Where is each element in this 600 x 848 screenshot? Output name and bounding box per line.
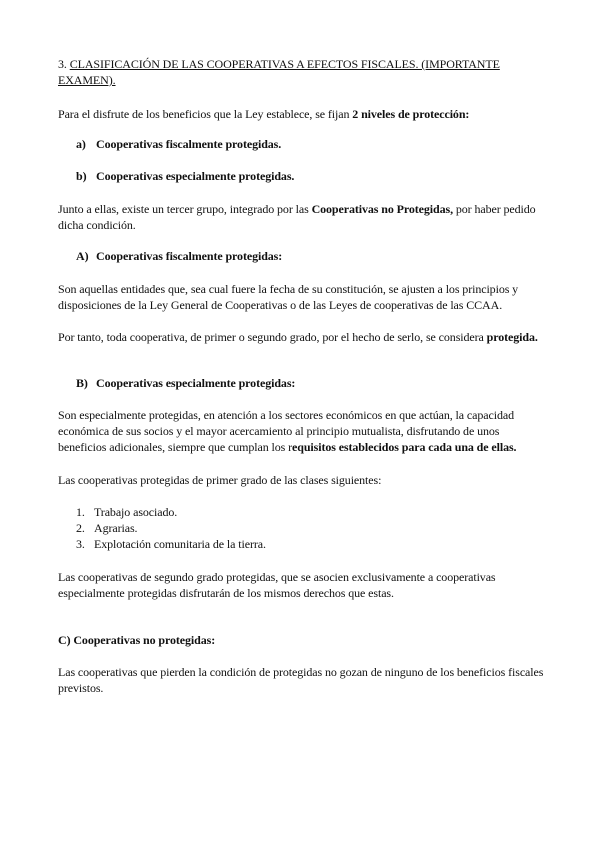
- third-group-paragraph: [58, 201, 550, 233]
- level-item-b: [76, 168, 546, 184]
- section-c-heading: [58, 632, 550, 648]
- list-item-text: Agrarias.: [94, 521, 138, 535]
- section-b-list-intro: Las cooperativas protegidas de primer grado de las clases siguientes:: [58, 473, 382, 487]
- section-c-paragraph: Las cooperativas que pierden la condición de protegidas no gozan de ninguno de los beneficios fiscales previstos.: [58, 665, 544, 695]
- section-a-conclusion-bold: protegida.: [486, 330, 538, 344]
- cooperative-class-list: [76, 504, 546, 552]
- section-a-conclusion-text: Por tanto, toda cooperativa, de primer o segundo grado, por el hecho de serlo, se considera: [58, 330, 487, 344]
- third-group-bold: Cooperativas no Protegidas,: [311, 202, 453, 216]
- section-b-marker: B): [76, 376, 88, 390]
- section-a-title: Cooperativas fiscalmente protegidas:: [96, 249, 283, 263]
- level-marker: b): [76, 169, 87, 183]
- intro-paragraph: [58, 106, 550, 122]
- level-label: Cooperativas especialmente protegidas.: [96, 169, 295, 183]
- list-item: [76, 520, 546, 536]
- level-item-a: [76, 136, 546, 152]
- section-b-paragraph-bold: equisitos establecidos para cada una de ellas.: [292, 440, 517, 454]
- intro-text: Para el disfrute de los beneficios que la Ley establece, se fijan: [58, 107, 353, 121]
- list-item-number: 3.: [76, 537, 85, 551]
- list-item: [76, 536, 546, 552]
- heading-number: 3.: [58, 57, 67, 71]
- section-a-paragraph: Son aquellas entidades que, sea cual fuere la fecha de su constitución, se ajusten a los principios y disposiciones de la Ley General de Cooperativas o de las Leyes de cooperativas de las CCAA.: [58, 282, 519, 312]
- list-item-number: 1.: [76, 505, 85, 519]
- intro-bold: 2 niveles de protección:: [352, 107, 470, 121]
- section-a-marker: A): [76, 249, 89, 263]
- heading-title: CLASIFICACIÓN DE LAS COOPERATIVAS A EFECTOS FISCALES. (IMPORTANTE EXAMEN).: [58, 57, 500, 87]
- second-degree-paragraph: Las cooperativas de segundo grado protegidas, que se asocien exclusivamente a cooperativas especialmente protegidas disfrutarán de los mismos derechos que estas.: [58, 570, 496, 600]
- section-a-conclusion: [58, 329, 550, 345]
- list-item-text: Explotación comunitaria de la tierra.: [94, 537, 266, 551]
- section-b-paragraph-text: Son especialmente protegidas, en atención a los sectores económicos en que actúan, la capacidad económica de sus socios y el mayor acercamiento al principio mutualista, disfrutando de unos beneficios adicionales, siempre que cumplan los r: [58, 408, 514, 454]
- section-a-heading: [76, 248, 546, 264]
- list-item-text: Trabajo asociado.: [94, 505, 178, 519]
- section-b-heading: [76, 375, 546, 391]
- list-item: [76, 504, 546, 520]
- section-c-title: C) Cooperativas no protegidas:: [58, 633, 216, 647]
- level-label: Cooperativas fiscalmente protegidas.: [96, 137, 282, 151]
- list-item-number: 2.: [76, 521, 85, 535]
- third-group-text-after: por haber pedido dicha condición.: [58, 202, 536, 232]
- third-group-text-before: Junto a ellas, existe un tercer grupo, integrado por las: [58, 202, 312, 216]
- section-b-title: Cooperativas especialmente protegidas:: [96, 376, 296, 390]
- section-b-paragraph: [58, 407, 550, 455]
- section-heading: [58, 56, 550, 88]
- level-marker: a): [76, 137, 86, 151]
